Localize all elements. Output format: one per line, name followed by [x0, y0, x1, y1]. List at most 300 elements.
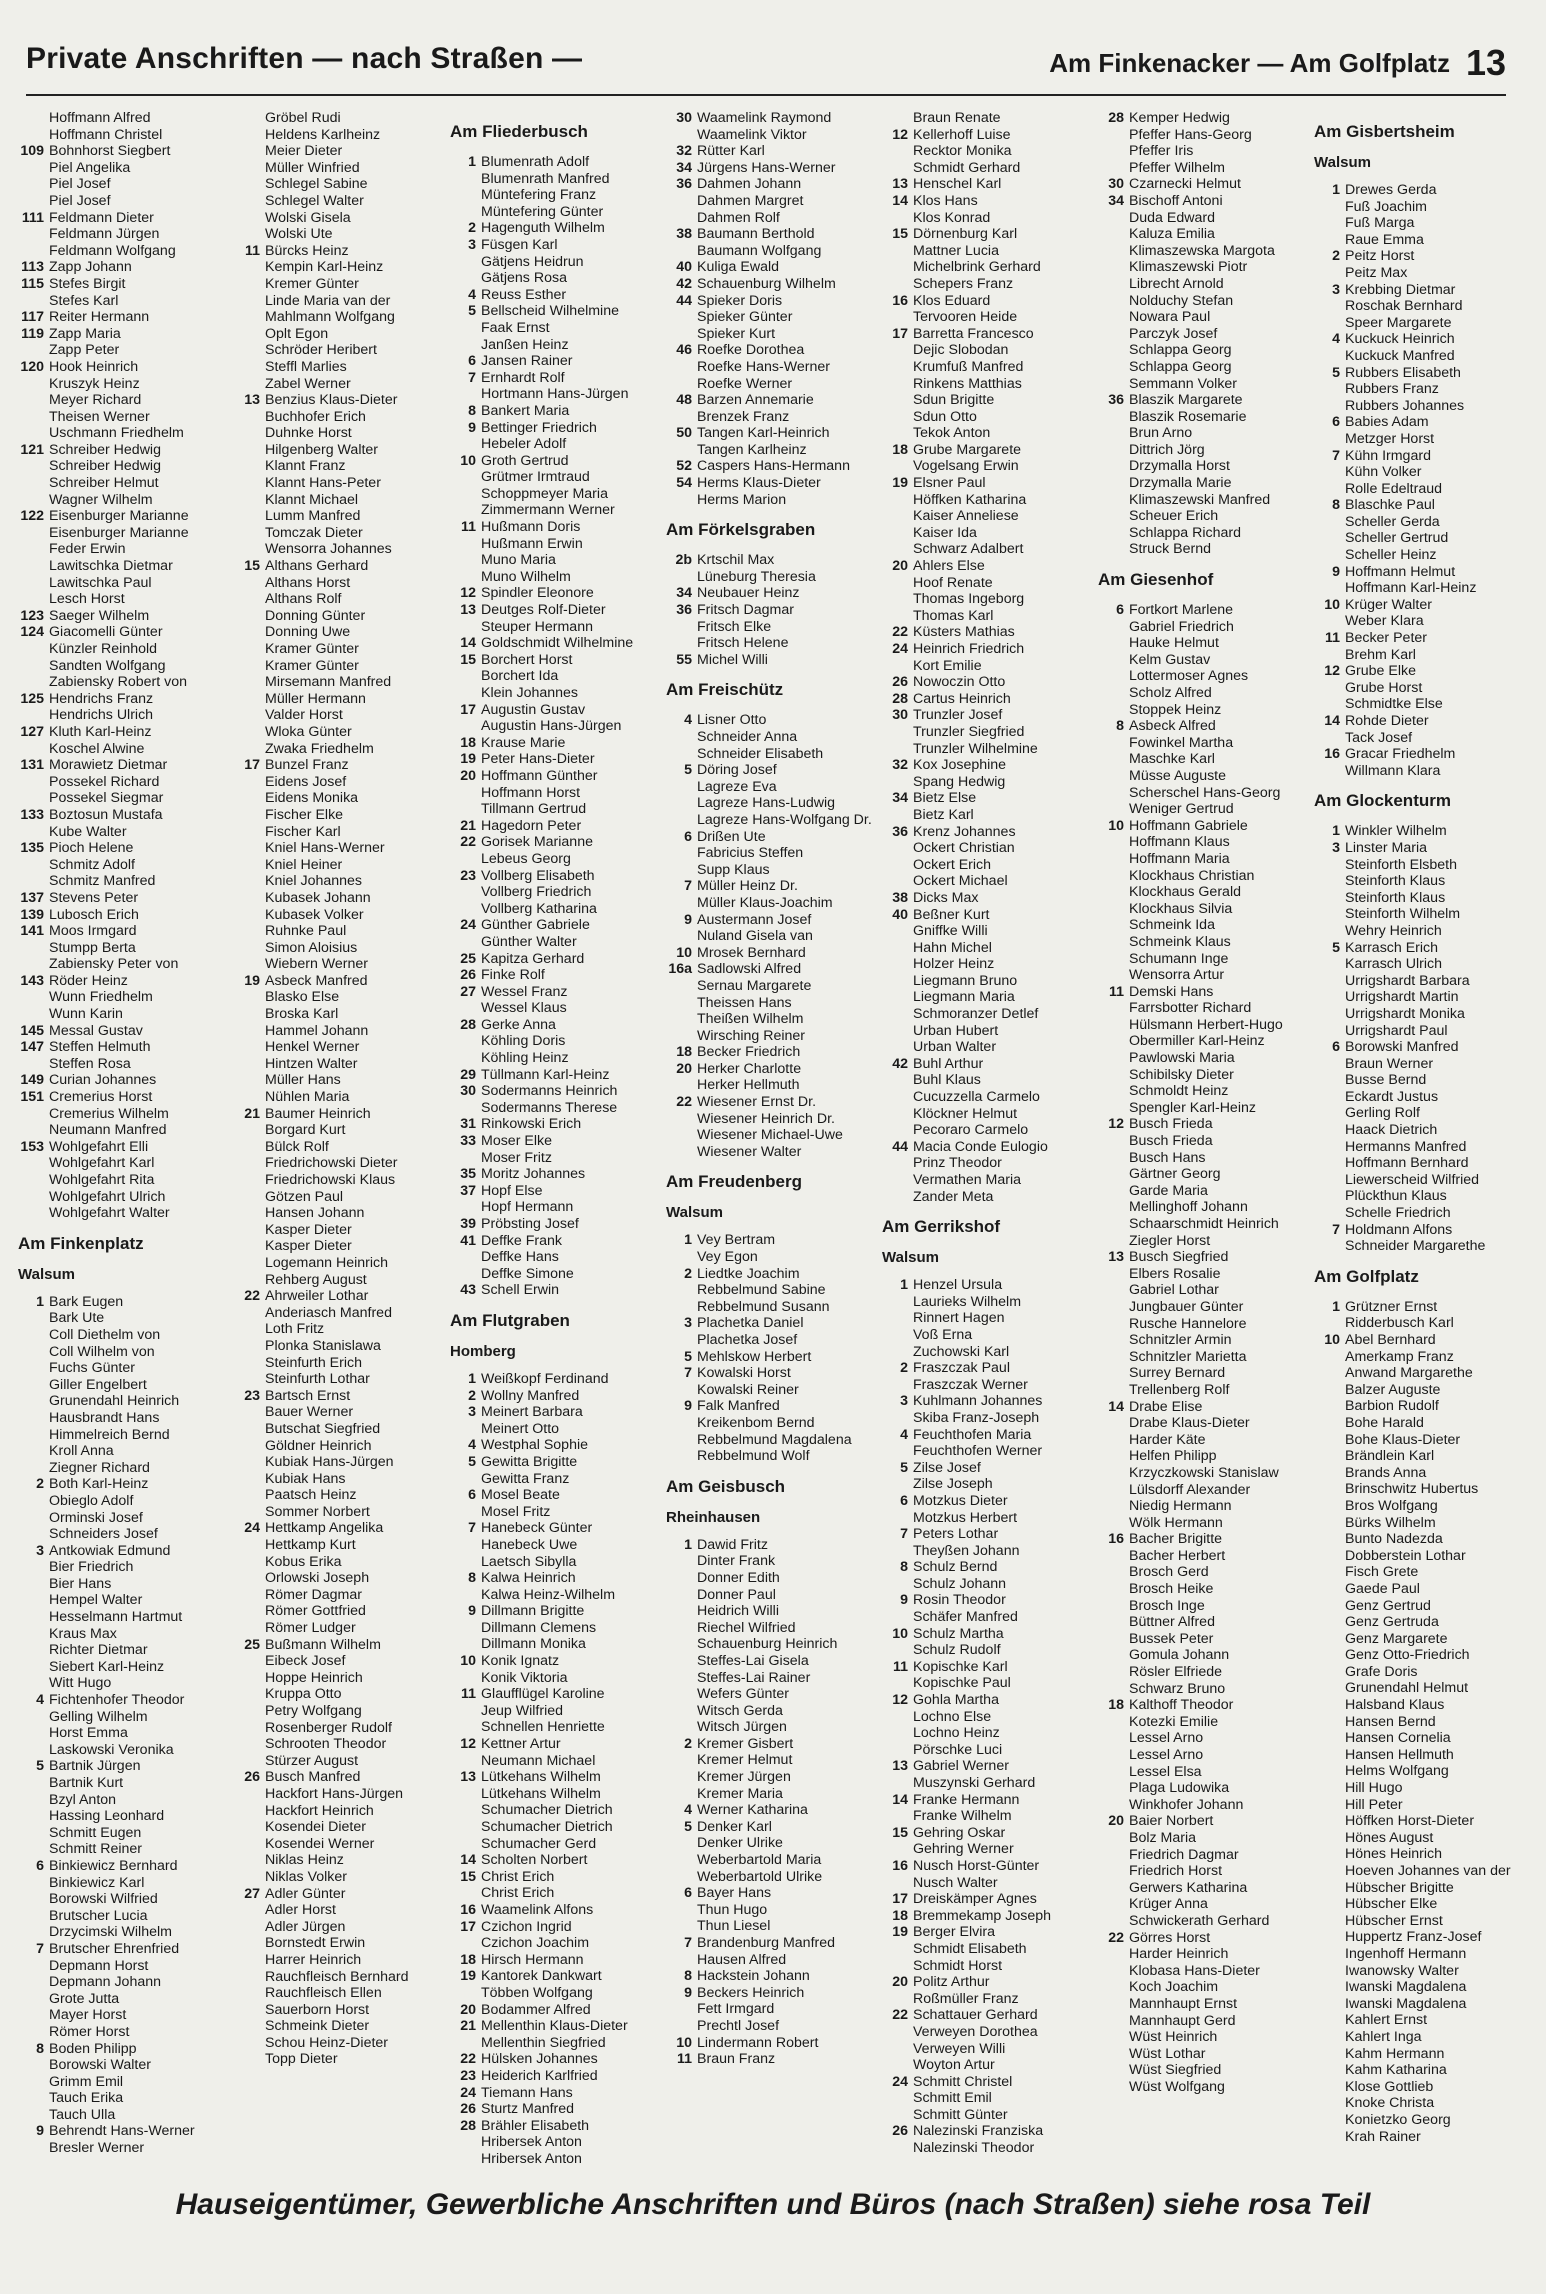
- directory-entry: [882, 110, 1088, 127]
- resident-name: Zwaka Friedhelm: [265, 740, 374, 757]
- house-number: [18, 658, 49, 675]
- directory-entry: [666, 895, 872, 912]
- house-number: [1098, 425, 1129, 442]
- house-number: 37: [460, 1182, 476, 1199]
- resident-name: Nuland Gisela van: [697, 928, 813, 945]
- resident-name: Muszynski Gerhard: [913, 1775, 1036, 1791]
- resident-name: Kemper Hedwig: [1129, 110, 1230, 126]
- directory-entry: [234, 1338, 440, 1355]
- house-number: [1098, 1083, 1129, 1100]
- directory-entry: [882, 309, 1088, 326]
- house-number: 1: [684, 1232, 692, 1249]
- resident-name: Maschke Karl: [1129, 751, 1215, 768]
- house-number: [666, 1127, 697, 1144]
- resident-name: Lumm Manfred: [265, 508, 361, 525]
- house-number: [18, 1410, 49, 1427]
- house-number: 26: [892, 2123, 908, 2140]
- directory-entry: [234, 508, 440, 525]
- directory-entry: [1098, 1249, 1304, 1266]
- directory-entry: [450, 1216, 656, 1233]
- directory-entry: [18, 1510, 224, 1527]
- resident-name: Werner Katharina: [697, 1802, 808, 1819]
- house-number: [450, 934, 481, 951]
- directory-entry: [1314, 1122, 1520, 1139]
- directory-entry: [666, 1332, 872, 1349]
- house-number: [18, 741, 49, 758]
- directory-entry: [1098, 2029, 1304, 2046]
- house-number: 18: [460, 1951, 476, 1968]
- resident-name: Hönes August: [1345, 1829, 1434, 1846]
- resident-name: Schwickerath Gerhard: [1129, 1912, 1270, 1929]
- directory-entry: [666, 862, 872, 879]
- resident-name: Schmitz Manfred: [49, 873, 156, 890]
- resident-name: Steinforth Wilhelm: [1345, 906, 1461, 923]
- directory-entry: [666, 845, 872, 862]
- resident-name: Sadlowski Alfred: [697, 961, 802, 978]
- directory-entry: [666, 1686, 872, 1703]
- directory-entry: [450, 270, 656, 287]
- house-number: [450, 1885, 481, 1902]
- directory-entry: [1314, 1763, 1520, 1780]
- house-number: [234, 492, 265, 509]
- directory-entry: [882, 2123, 1088, 2140]
- directory-entry: [450, 453, 656, 470]
- resident-name: Dinter Frank: [697, 1553, 776, 1570]
- resident-name: Rohde Dieter: [1345, 713, 1429, 729]
- directory-entry: [18, 774, 224, 791]
- directory-entry: [1314, 1747, 1520, 1764]
- resident-name: Genz Margarete: [1345, 1630, 1448, 1647]
- directory-entry: [18, 525, 224, 542]
- directory-entry: [1314, 1039, 1520, 1056]
- directory-entry: [1098, 1880, 1304, 1897]
- house-number: [666, 1432, 697, 1449]
- directory-entry: [882, 1709, 1088, 1726]
- house-number: [234, 873, 265, 890]
- resident-name: Elsner Paul: [913, 475, 986, 492]
- resident-name: Boden Philipp: [49, 2040, 137, 2057]
- house-number: [234, 956, 265, 973]
- directory-entry: [1314, 248, 1520, 265]
- resident-name: Becker Peter: [1345, 630, 1428, 647]
- resident-name: Verweyen Dorothea: [913, 2023, 1038, 2040]
- resident-name: Steinfurth Erich: [265, 1354, 362, 1371]
- resident-name: Hansen Bernd: [1345, 1713, 1436, 1730]
- house-number: [18, 2007, 49, 2024]
- house-number: [1098, 685, 1129, 702]
- directory-entry: [1314, 464, 1520, 481]
- resident-name: Müller Hans: [265, 1072, 341, 1089]
- house-number: [666, 635, 697, 652]
- resident-name: Moser Elke: [481, 1133, 552, 1150]
- house-number: [234, 1703, 265, 1720]
- directory-entry: [18, 1725, 224, 1742]
- resident-name: Fritsch Helene: [697, 635, 789, 652]
- directory-entry: [1098, 1531, 1304, 1548]
- directory-entry: [666, 226, 872, 243]
- house-number: [234, 259, 265, 276]
- resident-name: Pecoraro Carmelo: [913, 1122, 1029, 1139]
- directory-entry: [18, 940, 224, 957]
- house-number: [18, 674, 49, 691]
- resident-name: Urrigshardt Monika: [1345, 1005, 1465, 1022]
- house-number: [18, 1344, 49, 1361]
- resident-name: Fortkort Marlene: [1129, 602, 1234, 619]
- resident-name: Eidens Monika: [265, 790, 359, 807]
- house-number: [450, 552, 481, 569]
- house-number: [234, 1421, 265, 1438]
- resident-name: Hoppe Heinrich: [265, 1669, 363, 1686]
- resident-name: Jürgens Hans-Werner: [697, 159, 836, 176]
- directory-entry: [882, 193, 1088, 210]
- house-number: [234, 1039, 265, 1056]
- directory-entry: [450, 1050, 656, 1067]
- resident-name: Günther Gabriele: [481, 917, 590, 934]
- directory-entry: [666, 1028, 872, 1045]
- resident-name: Bresler Werner: [49, 2140, 145, 2157]
- resident-name: Plachetka Josef: [697, 1332, 798, 1348]
- resident-name: Steffes-Lai Gisela: [697, 1652, 809, 1669]
- resident-name: Bros Wolfgang: [1345, 1497, 1438, 1514]
- directory-entry: [666, 878, 872, 895]
- resident-name: Steffes-Lai Rainer: [697, 1669, 811, 1686]
- directory-entry: [18, 1294, 224, 1311]
- house-number: 5: [1332, 364, 1340, 381]
- house-number: [234, 1935, 265, 1952]
- resident-name: Gorisek Marianne: [481, 834, 593, 851]
- resident-name: Bürks Wilhelm: [1345, 1514, 1436, 1531]
- resident-name: Pawlowski Maria: [1129, 1050, 1235, 1067]
- resident-name: Kotezki Emilie: [1129, 1713, 1219, 1730]
- resident-name: Hopf Hermann: [481, 1199, 574, 1216]
- resident-name: Lubosch Erich: [49, 906, 139, 923]
- house-number: 28: [460, 2117, 476, 2134]
- resident-name: Genz Otto-Friedrich: [1345, 1647, 1470, 1664]
- directory-entry: [450, 1421, 656, 1438]
- directory-entry: [234, 259, 440, 276]
- directory-entry: [234, 1089, 440, 1106]
- house-number: [882, 591, 913, 608]
- resident-name: Borchert Horst: [481, 651, 573, 668]
- directory-entry: [882, 376, 1088, 393]
- resident-name: Heldens Karlheinz: [265, 126, 381, 143]
- resident-name: Wohlgefahrt Elli: [49, 1138, 149, 1155]
- house-number: [882, 575, 913, 592]
- directory-entry: [666, 492, 872, 509]
- directory-entry: [1314, 890, 1520, 907]
- house-number: 117: [21, 309, 44, 326]
- resident-name: Görres Horst: [1129, 1929, 1211, 1946]
- directory-entry: [18, 1039, 224, 1056]
- resident-name: Schumacher Gerd: [481, 1835, 597, 1852]
- directory-entry: [1098, 1896, 1304, 1913]
- resident-name: Brenzek Franz: [697, 408, 790, 425]
- house-number: [450, 1249, 481, 1266]
- resident-name: Brandenburg Manfred: [697, 1935, 836, 1951]
- directory-entry: [450, 486, 656, 503]
- directory-entry: [234, 741, 440, 758]
- resident-name: Dicks Max: [913, 889, 979, 906]
- resident-name: Fuß Joachim: [1345, 198, 1427, 215]
- directory-entry: [234, 1919, 440, 1936]
- house-number: [234, 1222, 265, 1239]
- house-number: [450, 1471, 481, 1488]
- resident-name: Stumpp Berta: [49, 939, 136, 956]
- directory-entry: [666, 1852, 872, 1869]
- resident-name: Politz Arthur: [913, 1974, 990, 1991]
- directory-entry: [882, 1908, 1088, 1925]
- resident-name: Henschel Karl: [913, 176, 1002, 193]
- house-number: [1098, 1316, 1129, 1333]
- house-number: [666, 729, 697, 746]
- directory-entry: [1314, 2129, 1520, 2146]
- house-number: [666, 1686, 697, 1703]
- house-number: [882, 1510, 913, 1527]
- house-number: [1314, 580, 1345, 597]
- resident-name: Ziegler Horst: [1129, 1232, 1211, 1249]
- resident-name: Hebeler Adolf: [481, 436, 567, 453]
- resident-name: Brosch Gerd: [1129, 1564, 1209, 1581]
- house-number: [1314, 348, 1345, 365]
- directory-entry: [666, 293, 872, 310]
- directory-entry: [18, 624, 224, 641]
- house-number: 2: [684, 1265, 692, 1282]
- directory-entry: [18, 243, 224, 260]
- resident-name: Lagreze Hans-Ludwig: [697, 795, 836, 812]
- directory-entry: [450, 1985, 656, 2002]
- directory-entry: [1314, 613, 1520, 630]
- directory-entry: [18, 741, 224, 758]
- house-number: [666, 1703, 697, 1720]
- directory-entry: [234, 940, 440, 957]
- house-number: [1098, 1764, 1129, 1781]
- directory-entry: [882, 1841, 1088, 1858]
- house-number: [18, 641, 49, 658]
- house-number: [234, 1006, 265, 1023]
- house-number: 16: [460, 1901, 476, 1918]
- resident-name: Wüst Siegfried: [1129, 2062, 1222, 2079]
- directory-entry: [450, 1520, 656, 1537]
- resident-name: Klos Konrad: [913, 209, 991, 226]
- resident-name: Scholz Alfred: [1129, 685, 1212, 701]
- directory-entry: [18, 1775, 224, 1792]
- resident-name: Genz Gertrud: [1345, 1597, 1431, 1614]
- directory-entry: [1314, 1730, 1520, 1747]
- directory-entry: [234, 2051, 440, 2068]
- house-number: 5: [684, 1818, 692, 1835]
- directory-entry: [1314, 1105, 1520, 1122]
- directory-entry: [234, 1736, 440, 1753]
- directory-entry: [1314, 348, 1520, 365]
- directory-entry: [18, 824, 224, 841]
- house-number: [666, 2018, 697, 2035]
- house-number: 10: [460, 452, 476, 469]
- resident-name: Friedrichowski Dieter: [265, 1155, 398, 1172]
- directory-entry: [882, 1974, 1088, 1991]
- house-number: [18, 193, 49, 210]
- resident-name: Roefke Hans-Werner: [697, 358, 830, 375]
- resident-name: Bietz Else: [913, 790, 977, 807]
- house-number: [1314, 215, 1345, 232]
- house-number: [1314, 1564, 1345, 1581]
- directory-entry: [450, 1504, 656, 1521]
- directory-entry: [234, 1288, 440, 1305]
- house-number: [1314, 1349, 1345, 1366]
- house-number: [234, 442, 265, 459]
- resident-name: Krüger Anna: [1129, 1896, 1208, 1913]
- house-number: [450, 901, 481, 918]
- directory-entry: [18, 541, 224, 558]
- resident-name: Sommer Norbert: [265, 1503, 370, 1520]
- house-number: [18, 2024, 49, 2041]
- house-number: [882, 1189, 913, 1206]
- directory-entry: [18, 790, 224, 807]
- directory-entry: [1098, 1913, 1304, 1930]
- resident-name: Krtschil Max: [697, 552, 775, 569]
- resident-name: Busch Frieda: [1129, 1116, 1213, 1133]
- house-number: [18, 392, 49, 409]
- resident-name: Fritsch Elke: [697, 618, 772, 635]
- directory-entry: [450, 967, 656, 984]
- house-number: [450, 1537, 481, 1554]
- directory-entry: [450, 2085, 656, 2102]
- resident-name: Bremmekamp Joseph: [913, 1907, 1051, 1924]
- directory-entry: [1314, 1581, 1520, 1598]
- house-number: [18, 1106, 49, 1123]
- directory-entry: [450, 1869, 656, 1886]
- resident-name: Nusch Horst-Günter: [913, 1857, 1040, 1874]
- directory-entry: [450, 917, 656, 934]
- resident-name: Lebeus Georg: [481, 850, 571, 867]
- house-number: 18: [676, 1044, 692, 1061]
- resident-name: Wollny Manfred: [481, 1387, 580, 1404]
- directory-entry: [234, 243, 440, 260]
- directory-entry: [234, 1653, 440, 1670]
- directory-entry: [1098, 1382, 1304, 1399]
- directory-entry: [666, 602, 872, 619]
- directory-entry: [18, 492, 224, 509]
- directory-entry: [882, 857, 1088, 874]
- house-number: [882, 2107, 913, 2124]
- directory-entry: [18, 1858, 224, 1875]
- directory-entry: [450, 502, 656, 519]
- directory-entry: [882, 940, 1088, 957]
- directory-entry: [18, 342, 224, 359]
- house-number: [18, 956, 49, 973]
- directory-entry: [234, 127, 440, 144]
- resident-name: Hintzen Walter: [265, 1055, 358, 1072]
- house-number: 38: [892, 889, 908, 906]
- resident-name: Denker Karl: [697, 1818, 772, 1835]
- resident-name: Prechtl Josef: [697, 2017, 780, 2034]
- house-number: [1098, 834, 1129, 851]
- house-number: 25: [244, 1636, 260, 1653]
- resident-name: Schou Heinz-Dieter: [265, 2034, 389, 2051]
- directory-entry: [1098, 1847, 1304, 1864]
- directory-entry: [666, 1077, 872, 1094]
- resident-name: Rubbers Johannes: [1345, 397, 1465, 414]
- resident-name: Kremer Maria: [697, 1785, 783, 1802]
- directory-entry: [882, 1377, 1088, 1394]
- resident-name: Grunendahl Heinrich: [49, 1393, 180, 1410]
- resident-name: Witt Hugo: [49, 1675, 112, 1692]
- street-heading: Am Freischütz: [666, 680, 784, 700]
- house-number: [1098, 1282, 1129, 1299]
- resident-name: Coll Diethelm von: [49, 1326, 161, 1343]
- house-number: [1314, 1548, 1345, 1565]
- house-number: 9: [684, 911, 692, 928]
- directory-columns: [18, 110, 1530, 2170]
- resident-name: Groth Gertrud: [481, 452, 569, 469]
- directory-entry: [882, 890, 1088, 907]
- resident-name: Fischer Elke: [265, 806, 344, 823]
- house-number: [882, 1775, 913, 1792]
- house-number: [234, 1720, 265, 1737]
- directory-entry: [1314, 1315, 1520, 1332]
- resident-name: Schibilsky Dieter: [1129, 1066, 1234, 1083]
- house-number: [18, 591, 49, 608]
- directory-entry: [882, 1543, 1088, 1560]
- house-number: [18, 1974, 49, 1991]
- resident-name: Hahn Michel: [913, 939, 992, 956]
- header-title-right: [1049, 42, 1506, 84]
- house-number: [1098, 1797, 1129, 1814]
- house-number: [234, 1172, 265, 1189]
- resident-name: Wirsching Reiner: [697, 1027, 806, 1044]
- resident-name: Fuß Marga: [1345, 215, 1415, 232]
- house-number: [450, 685, 481, 702]
- house-number: [1098, 702, 1129, 719]
- directory-entry: [666, 978, 872, 995]
- directory-entry: [1098, 1233, 1304, 1250]
- directory-entry: [882, 1825, 1088, 1842]
- resident-name: Liegmann Bruno: [913, 972, 1018, 989]
- resident-name: Christ Erich: [481, 1885, 555, 1902]
- resident-name: Grützner Ernst: [1345, 1298, 1438, 1315]
- resident-name: Hendrichs Franz: [49, 690, 154, 707]
- directory-entry: [1314, 1415, 1520, 1432]
- directory-entry: [18, 989, 224, 1006]
- resident-name: Römer Horst: [49, 2023, 130, 2040]
- directory-entry: [18, 674, 224, 691]
- house-number: [18, 2074, 49, 2091]
- house-number: [234, 525, 265, 542]
- resident-name: Schmidtke Else: [1345, 696, 1443, 713]
- house-number: [450, 1266, 481, 1283]
- house-number: 18: [1108, 1697, 1124, 1714]
- directory-entry: [450, 1653, 656, 1670]
- house-number: [234, 1786, 265, 1803]
- house-number: 122: [20, 508, 44, 525]
- resident-name: Dittrich Jörg: [1129, 441, 1205, 458]
- house-number: 5: [684, 1348, 692, 1365]
- house-number: [234, 1404, 265, 1421]
- directory-entry: [234, 1305, 440, 1322]
- house-number: [234, 1836, 265, 1853]
- house-number: [18, 1493, 49, 1510]
- directory-entry: [882, 1642, 1088, 1659]
- resident-name: Voß Erna: [913, 1326, 973, 1343]
- directory-entry: [666, 1587, 872, 1604]
- house-number: 30: [676, 110, 692, 126]
- directory-entry: [450, 1371, 656, 1388]
- directory-entry: [1098, 492, 1304, 509]
- directory-entry: [234, 1421, 440, 1438]
- resident-name: Krüger Walter: [1345, 596, 1432, 613]
- house-number: [1098, 1465, 1129, 1482]
- house-number: 17: [460, 1918, 476, 1935]
- house-number: [1314, 1465, 1345, 1482]
